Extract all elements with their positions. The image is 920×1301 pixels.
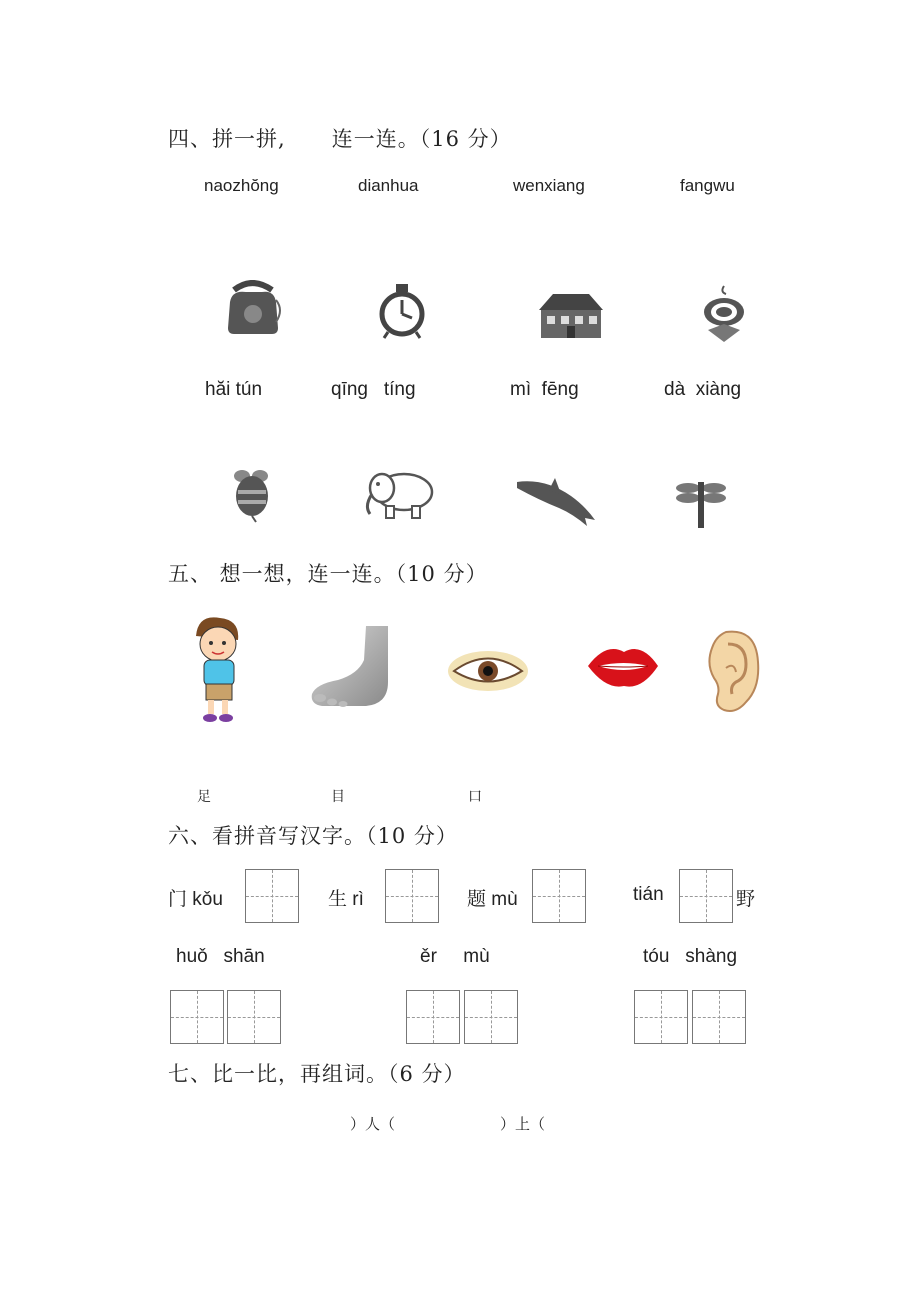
pinyin-toushang: tóu shàng xyxy=(643,946,738,967)
bee-icon xyxy=(222,462,282,524)
pinyin-ermu: ěr mù xyxy=(420,946,490,967)
alarm-clock-icon xyxy=(376,282,428,340)
pinyin-top-3: wenxiang xyxy=(513,176,585,195)
ear-icon xyxy=(706,628,760,716)
item-tian: tián xyxy=(633,884,664,905)
dolphin-icon xyxy=(515,474,601,528)
boy-icon xyxy=(188,614,248,724)
elephant-icon xyxy=(360,466,436,522)
pinyin-top-1: naozhŏng xyxy=(204,176,279,195)
pinyin-top-4: fangwu xyxy=(680,176,735,195)
mosquito-coil-icon xyxy=(698,280,752,346)
label-kou: 口 xyxy=(468,789,482,805)
writing-grid-7[interactable] xyxy=(406,990,460,1044)
foot-icon xyxy=(308,626,392,710)
writing-grid-3[interactable] xyxy=(532,869,586,923)
writing-grid-5[interactable] xyxy=(170,990,224,1044)
item-ye: 野 xyxy=(736,889,756,910)
writing-grid-2[interactable] xyxy=(385,869,439,923)
section4-title: 四、拼一拼, 连一连。（16 分） xyxy=(168,127,512,151)
pinyin-huoshan: huǒ shān xyxy=(176,946,265,967)
section5-title: 五、 想一想，连一连。（10 分） xyxy=(168,562,488,586)
item-menkou: 门 kǒu xyxy=(168,889,223,910)
dragonfly-icon xyxy=(674,474,728,530)
pinyin-mid-4: dà xiàng xyxy=(664,379,742,400)
label-mu: 目 xyxy=(331,789,345,805)
writing-grid-1[interactable] xyxy=(245,869,299,923)
item-timu: 题 mù xyxy=(467,889,518,910)
writing-grid-4[interactable] xyxy=(679,869,733,923)
writing-grid-6[interactable] xyxy=(227,990,281,1044)
pinyin-mid-3: mì fēng xyxy=(510,379,579,400)
section7-title: 七、比一比，再组词。（6 分） xyxy=(168,1062,466,1086)
label-zu: 足 xyxy=(197,789,211,805)
house-icon xyxy=(535,290,607,340)
pinyin-top-2: dianhua xyxy=(358,176,419,195)
telephone-icon xyxy=(222,280,284,338)
pinyin-mid-1: hăi tún xyxy=(205,379,263,400)
writing-grid-10[interactable] xyxy=(692,990,746,1044)
section6-title: 六、看拼音写汉字。（10 分） xyxy=(168,824,458,848)
writing-grid-9[interactable] xyxy=(634,990,688,1044)
mouth-icon xyxy=(586,644,660,690)
pinyin-mid-2: qīng tíng xyxy=(331,379,416,400)
item-shengri: 生 rì xyxy=(328,889,364,910)
compare-text-1: ）人（ xyxy=(350,1115,396,1133)
eye-icon xyxy=(446,648,530,694)
writing-grid-8[interactable] xyxy=(464,990,518,1044)
compare-text-2: ）上（ xyxy=(500,1115,546,1133)
